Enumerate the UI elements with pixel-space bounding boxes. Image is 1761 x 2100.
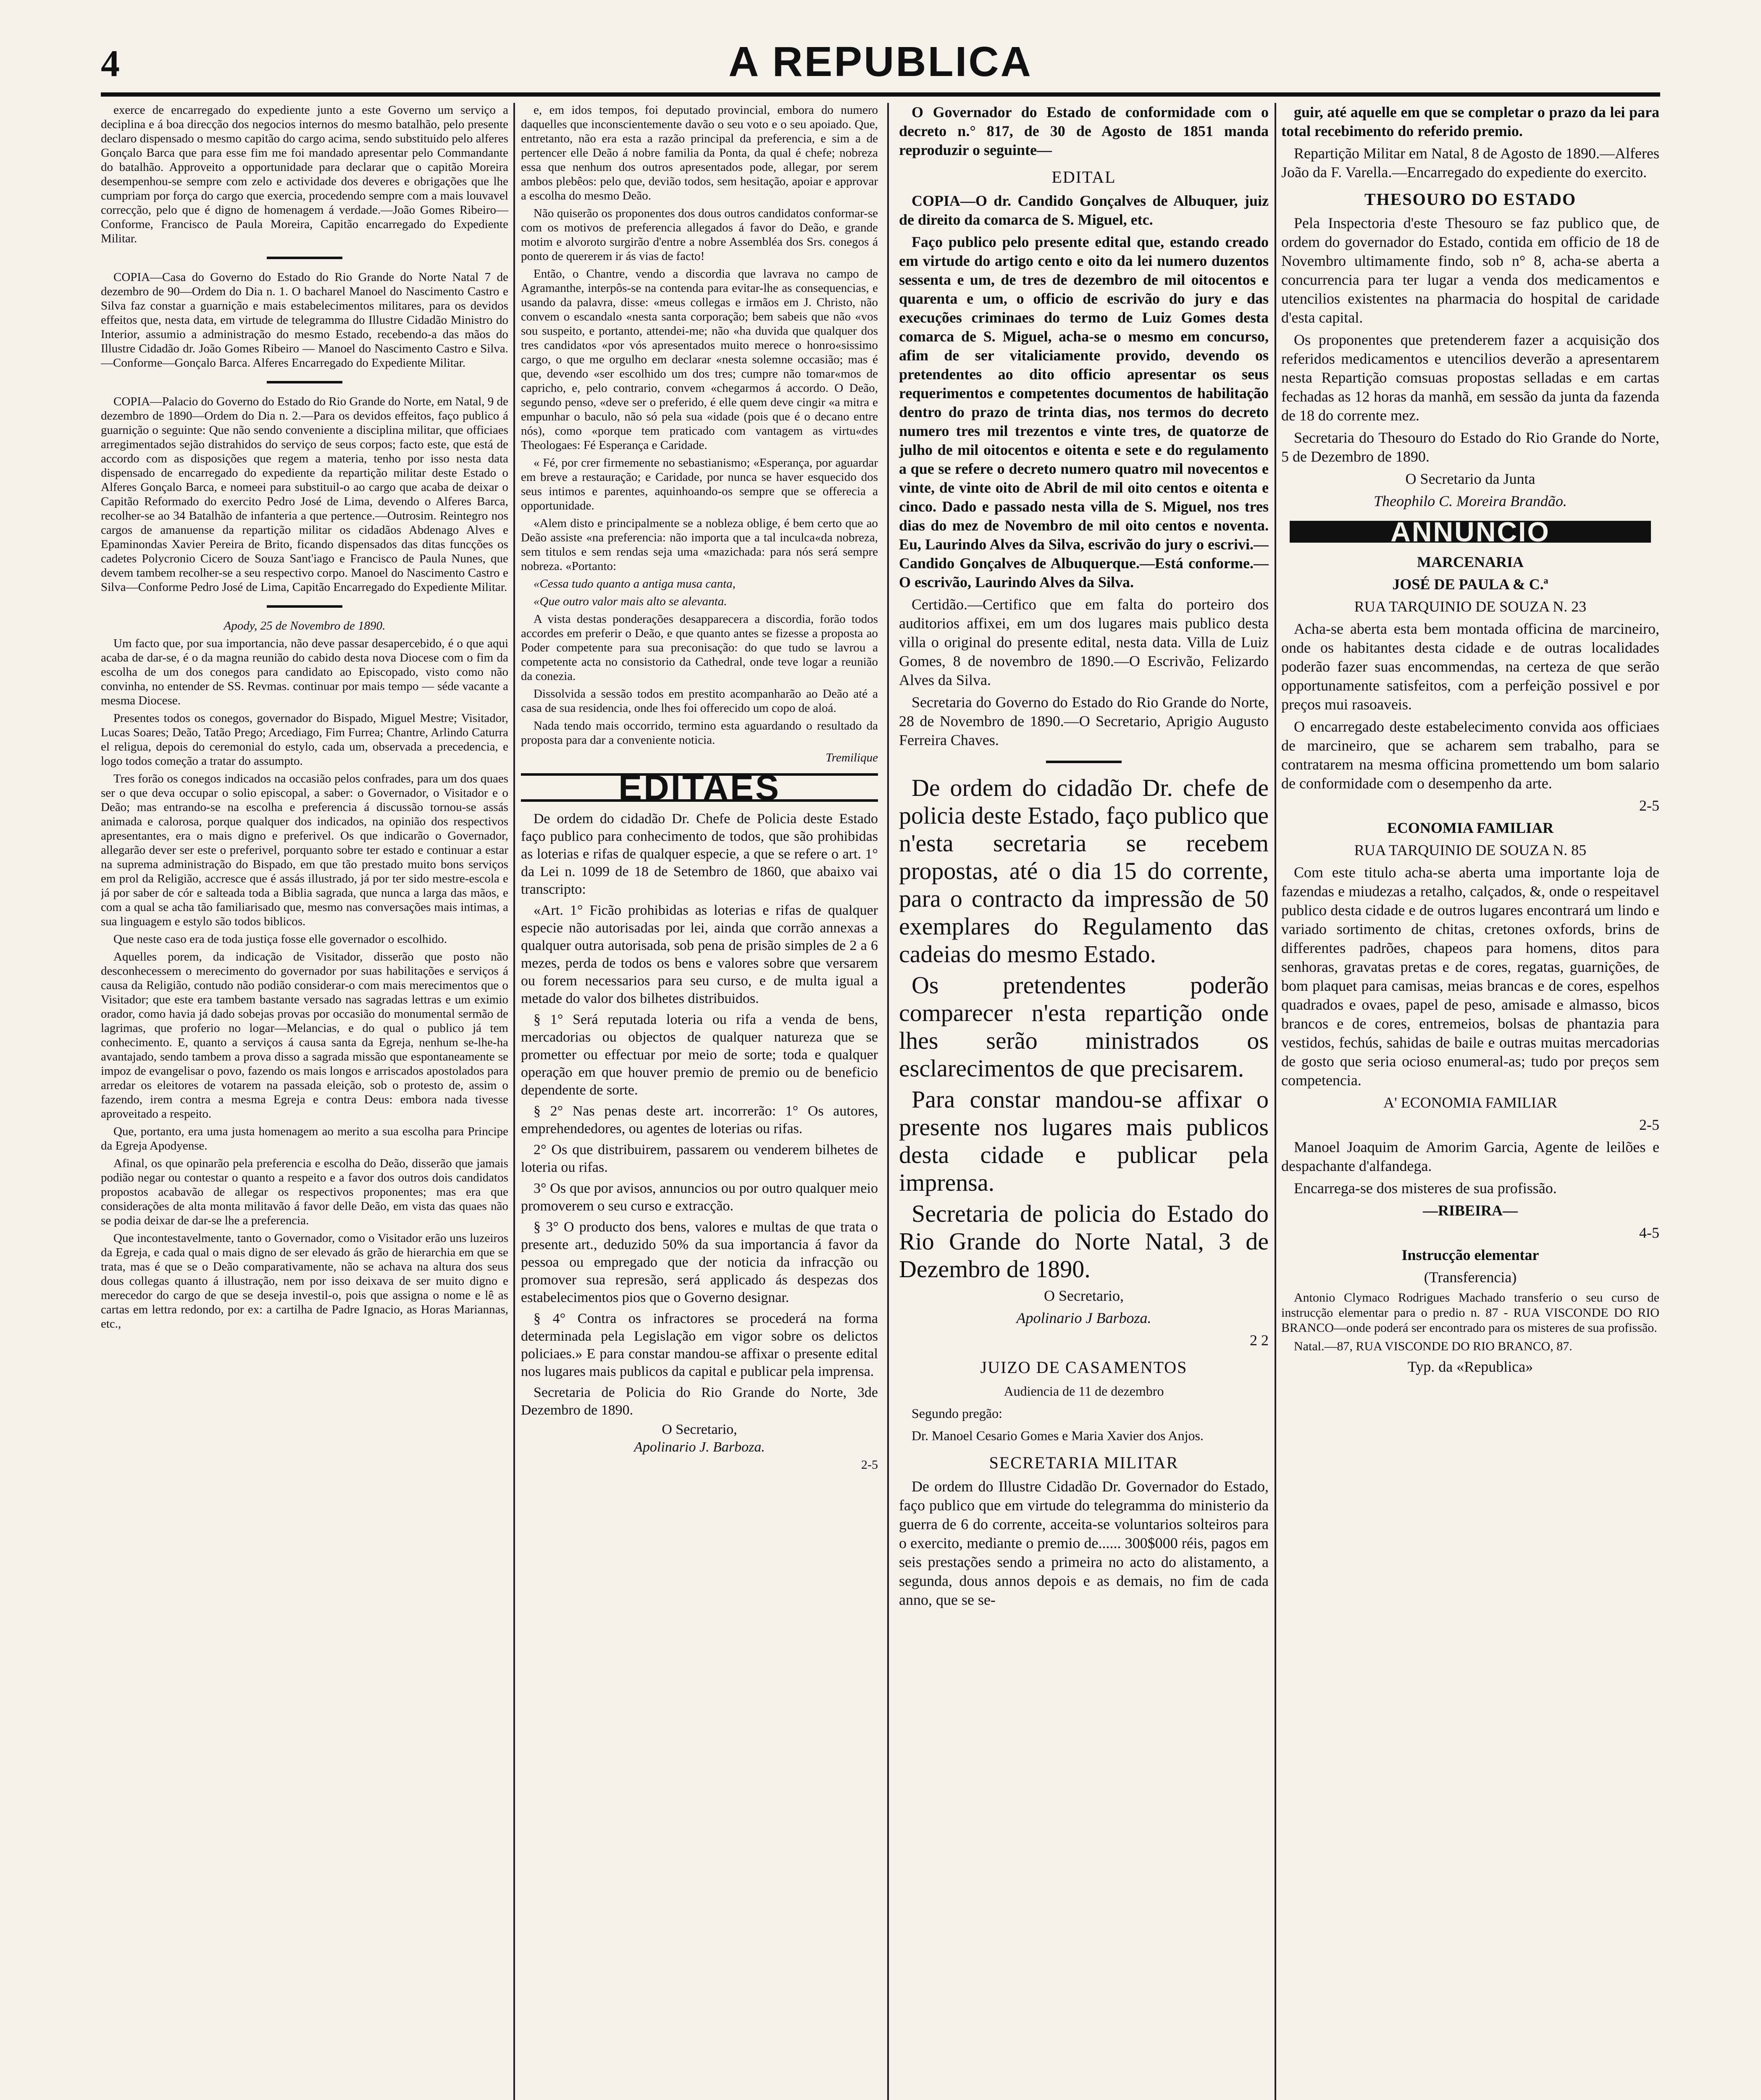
- paragraph: Com este titulo acha-se aberta uma importante loja de fazendas e miudezas a retalho, calçados, &, onde o respeitavel publico desta cidade e de outros lugares encontrará um lindo e variado sortimento de chitas, cretones oxfords, brins de differentes padrões, chapeos para homens, ditos para senhoras, gravatas pretas e de cores, regatas, guarnições, de bom plaquet para camisas, meias brancas e de cores, espelhos quadrados e ovaes, papel de peso, amisade e almasso, bicos brancos e de cores, entremeios, bolsas de phantazia para vestidos, fechús, sahidas de baile e outras muitas mercadorias de gosto que seria ocioso enumeral-as; tudo por preços sem competencia.: [1281, 864, 1659, 1089]
- paragraph: § 4° Contra os infractores se procederá na forma determinada pela Legislação em vigor sobre os delictos policiaes.» E para constar mandou-se affixar o presente edital nos lugares mais publicos da capital e publicar pela imprensa.: [521, 1311, 878, 1379]
- paragraph: De ordem do cidadão Dr. chefe de policia deste Estado, faço publico que n'esta secretaria se recebem propostas, até o dia 15 do corrente, para o contracto da impressão de 50 exemplares do Regulamento das cadeias do mesmo Estado.: [899, 774, 1269, 968]
- section-heading-annuncio: ANNUNCIO: [1290, 521, 1651, 543]
- insertion-count: 2-5: [1639, 797, 1659, 814]
- section-divider: [267, 381, 342, 383]
- paragraph: Dr. Manoel Cesario Gomes e Maria Xavier dos Anjos.: [912, 1428, 1204, 1443]
- signature: Tremilique: [825, 751, 878, 764]
- paragraph: Pela Inspectoria d'este Thesouro se faz publico que, de ordem do governador do Estado, contida em officio de 18 de Novembro ultimamente findo, sob n° 8, acha-se aberta a concurrencia para ter lugar a venda dos medicamentos e utencilios existentes na pharmacia do hospital de caridade d'esta capital.: [1281, 215, 1659, 326]
- paragraph: Que, portanto, era uma justa homenagem ao merito a sua escolha para Principe da Egreja Apodyense.: [101, 1125, 508, 1152]
- paragraph: De ordem do Illustre Cidadão Dr. Governador do Estado, faço publico que em virtude do telegramma do ministerio da guerra de 6 do corrente, acceita-se voluntarios solteiros para o exercito, mediante o premio de...... 300$000 réis, pagos em seis prestações sendo a primeira no acto do alistamento, a segunda, dous annos depois e as demais, no fim de cada anno, que se se-: [899, 1478, 1269, 1608]
- column-divider: [887, 103, 889, 2100]
- ad-title: MARCENARIA: [1417, 554, 1524, 570]
- paragraph: «Alem disto e principalmente se a nobleza oblige, é bem certo que ao Deão assiste «na preferencia: não importa que a tal inculca«da nobreza, sem titulos e sem rendas seja uma «mazichada: para nós será sempre nobreza. «Portanto:: [521, 517, 878, 573]
- paragraph: Então, o Chantre, vendo a discordia que lavrava no campo de Agramanthe, interpôs-se na contenda para evitar-lhe as consequencias, e usando da palavra, disse: «meus collegas e irmãos em J. Christo, não convem o escandalo «nesta santa corporação; bem sabeis que não «vos sou suspeito, e portanto, attendei-me; não «ha duvida que qualquer dos tres candidatos «por vós apresentados muito merece o honro«sissimo cargo, o que me orgulho em declarar «nesta solemne occasião; mas é que, devendo «ser escolhido um dos tres; cumpre não tomar«mos de capricho, e, pelo contrario, convem «chegarmos á accordo. O Deão, segundo penso, «deve ser o preferido, é elle quem deve cingir «a mitra e empunhar o baculo, não só pela sua «idade (pois que é o decano entre nós), como «porque tem praticado com vantagem as virtu«des Theologaes: Fé Esperança e Caridade.: [521, 267, 878, 452]
- paragraph: Encarrega-se dos misteres de sua profissão.: [1294, 1180, 1557, 1197]
- column-4: [1281, 103, 1659, 2100]
- dateline: Apody, 25 de Novembro de 1890.: [223, 619, 386, 633]
- column-divider: [513, 103, 515, 2100]
- paragraph: Faço publico pelo presente edital que, estando creado em virtude do artigo cento e oito da lei numero duzentos sessenta e um, de tres de dezembro de mil oitocentos e quarenta e um, o officio de escrivão do jury e das execuções criminaes do termo de Luiz Gomes desta comarca de S. Miguel, acha-se o mesmo em concurso, afim de ser vitaliciamente provido, devendo os pretendentes ao dito officio apresentar os seus requerimentos e competentes documentos de habilitação dentro do prazo de trinta dias, nos termos do decreto numero tres mil trezentos e vinte tres, de quatorze de julho de mil oitocentos e oitenta e sete e do regulamento a que se refere o decreto numero quatro mil novecentos e vinte, de vinte oito de Abril de mil oito centos e oitenta e cinco. Dado e passado nesta villa de S. Miguel, nos tres dias do mez de Novembro de mil oito centos e noventa. Eu, Laurindo Alves da Silva, escrivão do jury o escrivi.—Candido Gonçalves de Albuquerque.—Está conforme.—O escrivão, Laurindo Alves da Silva.: [899, 234, 1269, 591]
- header-rule: [101, 92, 1660, 97]
- paragraph: Os pretendentes poderão comparecer n'esta repartição onde lhes serão ministrados os esclarecimentos de que precisarem.: [899, 971, 1269, 1082]
- ad-address: RUA TARQUINIO DE SOUZA N. 85: [1354, 842, 1587, 858]
- column-divider: [1275, 103, 1276, 2100]
- masthead: A REPUBLICA: [728, 38, 1033, 85]
- police-notice: [899, 774, 1269, 1283]
- section-divider: [1046, 761, 1122, 763]
- paragraph: A vista destas ponderações desapparecera a discordia, forão todos accordes em preferir o Deão, e que quanto antes se fizesse a proposta ao Poder competente para sua preconisação: do que tudo se lavrou a competente acta no consistorio da Cathedral, onde teve logar a reunião da conezia.: [521, 612, 878, 683]
- signature-title: O Secretario,: [1044, 1287, 1124, 1304]
- insertion-count: 2 2: [1250, 1332, 1269, 1349]
- paragraph: « Fé, por crer firmemente no sebastianismo; «Esperança, por aguardar em breve a restauração; e Caridade, por nunca se haver esquecido dos seus intimos e parentes, aquinhoando-os sempre que se offerecia a opportunidade.: [521, 456, 878, 512]
- paragraph: e, em idos tempos, foi deputado provincial, embora do numero daquelles que inconscientemente davão o seu voto e o seu apoiado. Que, entretanto, não era esta a razão principal da preferencia, e sim a de pertencer elle Deão á nobre familia da Ponta, da qual é chefe; nobreza essa que nenhum dos outros apresentados pode, allegar, por serem ambos plebêos: pelo que, devião todos, sem hesitação, apoiar e approvar a escolha do mesmo Deão.: [521, 103, 878, 202]
- paragraph: De ordem do cidadão Dr. Chefe de Policia deste Estado faço publico para conhecimento de todos, que são prohibidas as loterias e rifas de qualquer especie, a que se refere o art. 1° da Lei n. 1099 de 18 de Setembro de 1860, que abaixo vai transcripto:: [521, 811, 878, 897]
- paragraph: Secretaria de Policia do Rio Grande do Norte, 3de Dezembro de 1890.: [521, 1385, 878, 1418]
- paragraph: Antonio Clymaco Rodrigues Machado transferio o seu curso de instrucção elementar para o predio n. 87 - RUA VISCONDE DO RIO BRANCO—onde poderá ser encontrado para os misteres de sua profissão.: [1281, 1291, 1659, 1335]
- paragraph: § 1° Será reputada loteria ou rifa a venda de bens, mercadorias ou objectos de qualquer natureza que se prometter ou effectuar por meio de sorte; toda e qualquer operação em que houver premio de premio ou de beneficio dependente de sorte.: [521, 1012, 878, 1098]
- insertion-count: 2-5: [1639, 1116, 1659, 1133]
- paragraph: Afinal, os que opinarão pela preferencia e escolha do Deão, disserão que jamais podião negar ou contestar o quanto a respeito e a favor dos outros dois candidatos propostos acabavão de allegar os respectivos proponentes; mas era que considerações de alta monta militavão á favor delle Deão, em vista das quaes não se podia deixar de dar-se lhe a preferencia.: [101, 1157, 508, 1227]
- paragraph: Aquelles porem, da indicação de Visitador, disserão que posto não desconhecessem o merecimento do governador por suas habilitações e serviços á causa da Religião, contudo não podião considerar-o com mais merecimentos que o Visitador; que este era tambem bastante versado nas sagradas lettras e um eximio orador, como havia já dado sobejas provas por occasião do monumental sermão de lagrimas, que proferio no logar—Melancias, e do qual o publico já tem conhecimento. E, quanto a serviços á causa santa da Egreja, nenhum se-lhe-ha avantajado, sendo tambem a prova disso a sagrada missão que espontaneamente se impoz de evangelisar o povo, fazendo os mais longos e arriscados apostolados para arredar os eleitores de votarem na passada eleição, sob o protesto de, assim o fazendo, irem contra a mesma Egreja e contra Deus: embora nada tivesse aproveitado a respeito.: [101, 950, 508, 1121]
- section-heading-thesouro: THESOURO DO ESTADO: [1364, 190, 1577, 209]
- ad-subtitle: (Transferencia): [1424, 1269, 1517, 1286]
- signature: Apolinario J. Barboza.: [634, 1439, 765, 1455]
- verse-line: «Que outro valor mais alto se alevanta.: [534, 595, 727, 608]
- section-divider: [267, 257, 342, 259]
- paragraph: COPIA—Palacio do Governo do Estado do Rio Grande do Norte, em Natal, 9 de dezembro de 1890—Ordem do Dia n. 2.—Para os devidos effeitos, faço publico á guarnição o seguinte: Que não sendo conveniente a disciplina militar, que officiaes arregimentados sejão distrahidos do serviço de seus corpos; facto este, que está de accordo com as disposições que regem a materia, tenho por isso nesta data dispensado de encarregado do expediente da repartição militar deste Estado o Alferes Gonçalo Barca, e nomeei para substituil-o ao cargo que acaba de deixar o Capitão Reformado do exercito Pedro José de Lima, devendo o Alferes Barca, recolher-se ao 34 Batalhão de infanteria a que pertence.—Outrosim. Reintegro nos cargos de amanuense da repartição militar os cidadãos Abdenago Alves e Epaminondas Xavier Pereira de Brito, ficando dispensados das ditas funcções os cadetes Polycronio Cicero de Souza Sant'iago e Francisco de Paula Nunes, que devem tambem recolher-se a seu respectivo corpo. Manoel do Nascimento Castro e Silva—Conforme Pedro José de Lima, Capitão Encarregado do Expediente Militar.: [101, 395, 508, 594]
- paragraph: Acha-se aberta esta bem montada officina de marcineiro, onde os habitantes desta cidade e de outras localidades poderão fazer suas encommendas, na certeza de que serão opportunamente satisfeitos, com a perfeição possivel e por preços mui rasoaveis.: [1281, 620, 1659, 713]
- paragraph: Repartição Militar em Natal, 8 de Agosto de 1890.—Alferes João da F. Varella.—Encarregado do expediente do exercito.: [1281, 145, 1659, 181]
- ad-title: Instrucção elementar: [1401, 1247, 1539, 1263]
- section-heading-edital: EDITAL: [1051, 168, 1116, 186]
- ad-address: RUA TARQUINIO DE SOUZA N. 23: [1354, 598, 1587, 615]
- paragraph: § 3° O producto dos bens, valores e multas de que trata o presente art., deduzido 50% da sua importancia á favor da pessoa ou empregado que der noticia da infracção ou promover sua represão, será applicado ás despezas dos estabelecimentos pios que o Governo designar.: [521, 1219, 878, 1305]
- section-heading-editaes: EDITAES: [521, 773, 878, 802]
- paragraph: Natal.—87, RUA VISCONDE DO RIO BRANCO, 87.: [1294, 1339, 1572, 1353]
- paragraph: O Governador do Estado de conformidade com o decreto n.° 817, de 30 de Agosto de 1851 manda reproduzir o seguinte—: [899, 104, 1269, 158]
- section-heading-secretaria-militar: SECRETARIA MILITAR: [989, 1453, 1179, 1472]
- paragraph: 3° Os que por avisos, annuncios ou por outro qualquer meio promoverem o seu curso e extracção.: [521, 1181, 878, 1214]
- paragraph: Certidão.—Certifico que em falta do porteiro dos auditorios affixei, em um dos lugares mais publico desta villa o original do presente edital, nesta data. Villa de Luiz Gomes, 8 de novembro de 1890.—O Escrivão, Felizardo Alves da Silva.: [899, 596, 1269, 688]
- paragraph: «Art. 1° Ficão prohibidas as loterias e rifas de qualquer especie não autorisadas por lei, ainda que corrão annexas a qualquer outra autorisada, sob pena de prisão simples de 2 a 6 mezes, perda de todos os bens e valores sobre que versarem ou forem necessarios para seu curso, e de multa igual a metade do valor dos bilhetes distribuidos.: [521, 903, 878, 1006]
- paragraph: Presentes todos os conegos, governador do Bispado, Miguel Mestre; Visitador, Lucas Soares; Deão, Tatão Prego; Arcediago, Fim Furrea; Chantre, Arlindo Caturra el religua, depois do ceremonial do estylo, cada um, observada a precedencia, e logo todos começão a tratar do assumpto.: [101, 711, 508, 768]
- insertion-count: 4-5: [1639, 1224, 1659, 1241]
- ad-location: —RIBEIRA—: [1422, 1202, 1518, 1219]
- paragraph: Secretaria do Thesouro do Estado do Rio Grande do Norte, 5 de Dezembro de 1890.: [1281, 429, 1659, 465]
- paragraph: COPIA—Casa do Governo do Estado do Rio Grande do Norte Natal 7 de dezembro de 90—Ordem do Dia n. 1. O bacharel Manoel do Nascimento Castro e Silva faz constar a guarnição e mais estabelecimentos militares, para os devidos effeitos que, nesta data, em virtude de telegramma do Illustre Cidadão Ministro do Interior, assumio a administração do mesmo Estado, recebendo-a das mãos do Illustre Cidadão dr. João Gomes Ribeiro — Manoel do Nascimento Castro e Silva.—Conforme—Gonçalo Barca. Alferes Encarregado do Expediente Militar.: [101, 270, 508, 370]
- section-divider: [267, 605, 342, 608]
- paragraph: Que incontestavelmente, tanto o Governador, como o Visitador erão uns luzeiros da Egreja, e cada qual o mais digno de ser elevado ás grão de hierarchia em que se trata, mas é que se o Deão comparativamente, não se achava na altura dos seus dous collegas quanto á illustração, nem por isso deixava de ser muito digno e merecedor do cargo de que se deseja investil-o, pois que assigna o nome e lê as cartas em lettra redondo, por ex: a cartilha de Padre Ignacio, as Horas Mariannas, etc.,: [101, 1231, 508, 1331]
- paragraph: COPIA—O dr. Candido Gonçalves de Albuquer, juiz de direito da comarca de S. Miguel, etc.: [899, 192, 1269, 228]
- paragraph: O encarregado deste estabelecimento convida aos officiaes de marcineiro, que se acharem sem trabalho, para se contratarem na mesma officina promettendo um bom salario de conformidade com o desempenho da arte.: [1281, 718, 1659, 792]
- page-number: 4: [101, 43, 120, 84]
- section-heading-juizo: JUIZO DE CASAMENTOS: [980, 1358, 1188, 1377]
- paragraph: 2° Os que distribuirem, passarem ou venderem bilhetes de loteria ou rifas.: [521, 1142, 878, 1175]
- paragraph: Nada tendo mais occorrido, termino esta aguardando o resultado da proposta para dar a conveniente noticia.: [521, 719, 878, 747]
- column-3: [899, 103, 1269, 2100]
- signature: Apolinario J Barboza.: [1016, 1310, 1151, 1326]
- ad-subtitle: JOSÉ DE PAULA & C.ª: [1392, 576, 1548, 593]
- insertion-count: 2-5: [861, 1458, 878, 1472]
- ad-signature: A' ECONOMIA FAMILIAR: [1383, 1094, 1557, 1111]
- signature-title: O Secretario,: [662, 1422, 737, 1437]
- paragraph: Não quiserão os proponentes dos dous outros candidatos conformar-se com os motivos de preferencia allegados á favor do Deão, e grande motim e alvoroto surgirão d'entre a nobre Assembléa dos Srs. conegos á ponto de quererem ir ás vias de facto!: [521, 207, 878, 263]
- verse-line: «Cessa tudo quanto a antiga musa canta,: [534, 577, 736, 591]
- paragraph: guir, até aquelle em que se completar o prazo da lei para total recebimento do referido premio.: [1281, 104, 1659, 139]
- paragraph: Os proponentes que pretenderem fazer a acquisição dos referidos medicamentos e utencilios deverão a apresentarem nesta Repartição comsuas propostas selladas e em cartas fechadas as 12 horas da manhã, em sessão da junta da fazenda de 18 do corrente mez.: [1281, 331, 1659, 424]
- column-1: [101, 103, 508, 2100]
- paragraph: Segundo pregão:: [912, 1406, 1002, 1421]
- signature-title: O Secretario da Junta: [1405, 470, 1535, 487]
- paragraph: Dissolvida a sessão todos em prestito acompanharão ao Deão até a casa de sua residencia, onde lhes foi offerecido um copo de aloá.: [521, 687, 878, 715]
- paragraph: Tres forão os conegos indicados na occasião pelos confrades, para um dos quaes ser o que deva occupar o solio episcopal, a saber: o Governador, o Visitador e o Deão; mas entrando-se na escolha e preferencia á discussão tornou-se assás animada e calorosa, porque qualquer dos indicados, na opinião dos respectivos apresentantes, era o mais digno e preferivel. Os que indicarão o Governador, allegarão dever ser este o preferivel, porquanto sobre ter estado e continuar a estar na suprema administração do Bispado, em que tão prestado muito bons serviços em prol da Religião, accresce que é assás illustrado, já por ter sido mestre-escola e já por saber de cór e salteada toda a Biblia sagrada, que nunca a larga das mãos, e com a qual se acha tão familiarisado que, mesmo nas conversações mais intimas, a sua linguagem e estylo são todos biblicos.: [101, 772, 508, 928]
- ad-title: ECONOMIA FAMILIAR: [1387, 819, 1554, 836]
- page-header: [101, 34, 1660, 92]
- paragraph: § 2° Nas penas deste art. incorrerão: 1° Os autores, emprehendedores, ou agentes de loterias ou rifas.: [521, 1103, 878, 1137]
- signature: Theophilo C. Moreira Brandão.: [1374, 493, 1567, 509]
- paragraph: Que neste caso era de toda justiça fosse elle governador o escolhido.: [113, 932, 447, 946]
- paragraph: Manoel Joaquim de Amorim Garcia, Agente de leilões e despachante d'alfandega.: [1281, 1139, 1659, 1174]
- paragraph: Secretaria de policia do Estado do Rio Grande do Norte Natal, 3 de Dezembro de 1890.: [899, 1200, 1269, 1283]
- paragraph: Audiencia de 11 de dezembro: [1004, 1383, 1164, 1399]
- paragraph: Secretaria do Governo do Estado do Rio Grande do Norte, 28 de Novembro de 1890.—O Secretario, Aprigio Augusto Ferreira Chaves.: [899, 694, 1269, 748]
- printer-line: Typ. da «Republica»: [1407, 1358, 1533, 1375]
- paragraph: exerce de encarregado do expediente junto a este Governo um serviço a deciplina e á boa direcção dos negocios internos do mesmo batalhão, pelo presente declaro dispensado o mesmo capitão do cargo acima, sendo substituido pelo alferes Gonçalo Barca que para esse fim me foi mandado apresentar pelo Commandante do batalhão. Approveito a opportunidade para declarar que o capitão Moreira desempenhou-se sempre com zelo e actividade dos deveres e obrigações que lhe cumpriam por força do cargo que exercia, procedendo sempre com a mais louvavel correcção, pelo que é digno de homenagem á verdade.—João Gomes Ribeiro—Conforme, Francisco de Paula Moreira, Capitão encarregado do Expediente Militar.: [101, 103, 508, 245]
- paragraph: Um facto que, por sua importancia, não deve passar desapercebido, é o que aqui acaba de dar-se, é o da magna reunião do cabido desta nova Diocese com o fim da escolha de um dos conegos para candidato ao Episcopado, visto como não convinha, no entender de SS. Revmas. continuar por mais tempo — séde vacante a mesma Diocese.: [101, 637, 508, 707]
- column-2: [521, 103, 878, 2100]
- paragraph: Para constar mandou-se affixar o presente nos lugares mais publicos desta cidade e publicar pela imprensa.: [899, 1086, 1269, 1196]
